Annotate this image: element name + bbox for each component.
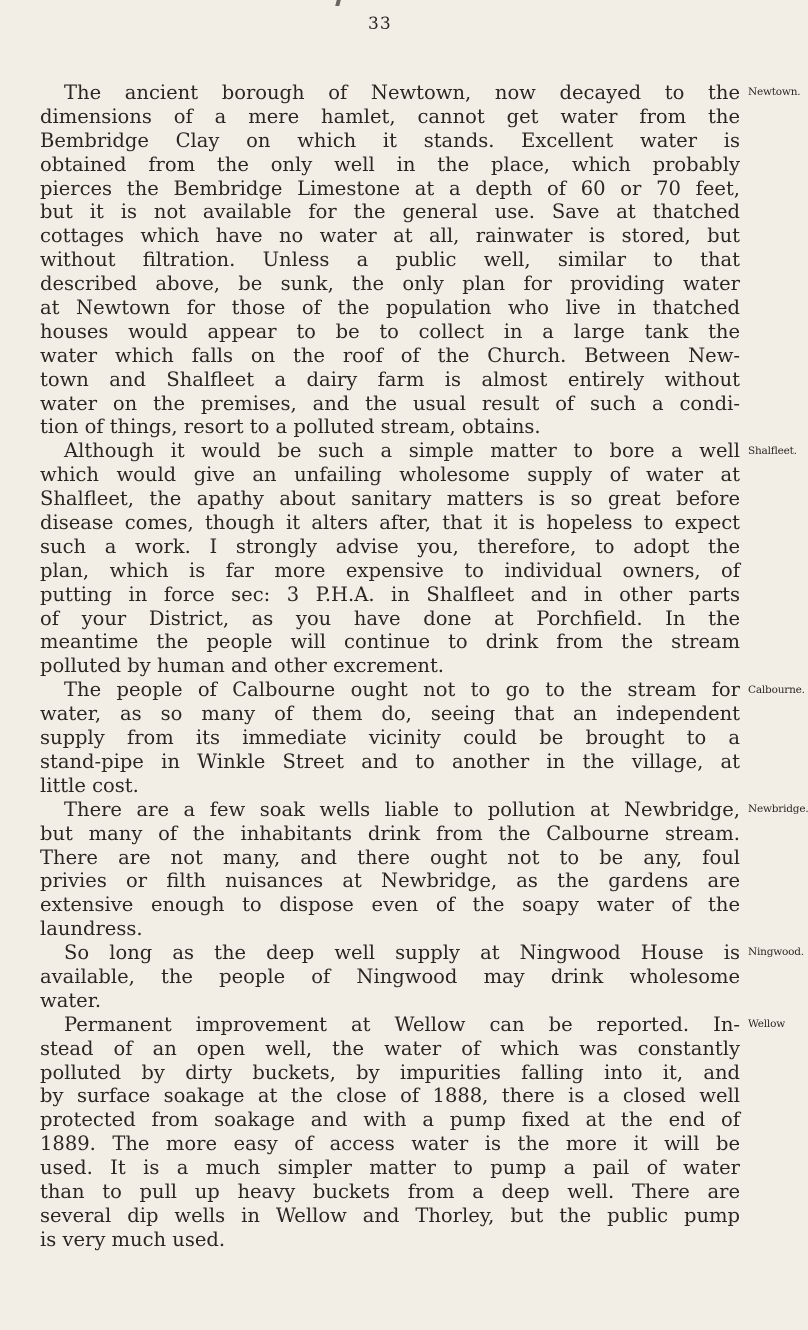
text-line: than to pull up heavy buckets from a deep well. There are — [40, 1179, 740, 1203]
margin-note-shalfleet: Shalfleet. — [748, 444, 797, 457]
text-line: The ancient borough of Newtown, now decayed to the — [64, 81, 740, 104]
text-line: stead of an open well, the water of which was constantly — [40, 1036, 740, 1060]
margin-note-ningwood: Ningwood. — [748, 946, 804, 959]
text-line: There are not many, and there ought not to be any, foul — [40, 845, 740, 869]
text-line: polluted by human and other excrement. — [40, 654, 445, 678]
margin-note-calbourne: Calbourne. — [748, 683, 805, 696]
text-line: supply from its immediate vicinity could be brought to a — [40, 726, 740, 750]
text-line: protected from soakage and with a pump fixed at the end of — [40, 1108, 740, 1132]
text-line: by surface soakage at the close of 1888, there is a closed well — [40, 1084, 740, 1108]
text-line: extensive enough to dispose even of the soapy water of the — [40, 893, 740, 917]
text-line: tion of things, resort to a polluted stream, obtains. — [40, 415, 541, 439]
text-line: described above, be sunk, the only plan for providing water — [40, 272, 740, 296]
text-line: dimensions of a mere hamlet, cannot get water from the — [40, 104, 740, 128]
page-number: 33 — [368, 14, 392, 34]
text-line: There are a few soak wells liable to pollution at Newbridge, — [64, 797, 740, 821]
print-speck — [335, 0, 341, 6]
text-line: privies or filth nuisances at Newbridge, as the gardens are — [40, 869, 740, 893]
margin-note-newbridge: Newbridge. — [748, 803, 808, 815]
text-line: Bembridge Clay on which it stands. Excellent water is — [40, 128, 740, 152]
text-line: putting in force sec: 3 P.H.A. in Shalfleet and in other parts — [40, 582, 740, 606]
text-line: water. — [40, 988, 102, 1012]
text-line: water, as so many of them do, seeing that an independent — [40, 702, 740, 726]
margin-note-newtown: Newtown. — [748, 86, 801, 98]
text-line: but many of the inhabitants drink from the Calbourne stream. — [40, 821, 740, 845]
text-line: pierces the Bembridge Limestone at a depth of 60 or 70 feet, — [40, 176, 740, 200]
text-line: which would give an unfailing wholesome supply of water at — [40, 463, 740, 487]
text-line: town and Shalfleet a dairy farm is almost entirely without — [40, 367, 740, 391]
text-line: available, the people of Ningwood may drink wholesome — [40, 964, 740, 988]
text-line: The people of Calbourne ought not to go to the stream for — [64, 678, 740, 702]
text-line: but it is not available for the general use. Save at thatched — [40, 200, 740, 224]
text-line: Permanent improvement at Wellow can be reported. In- — [64, 1012, 740, 1036]
text-line: laundress. — [40, 917, 143, 941]
text-line: meantime the people will continue to drink from the stream — [40, 630, 740, 654]
text-line: several dip wells in Wellow and Thorley, but the public pump — [40, 1203, 740, 1227]
text-line: water which falls on the roof of the Church. Between New- — [40, 343, 740, 367]
margin-note-wellow: Wellow — [748, 1018, 785, 1031]
text-line: cottages which have no water at all, rainwater is stored, but — [40, 224, 740, 248]
text-line: water on the premises, and the usual result of such a condi- — [40, 391, 740, 415]
text-line: obtained from the only well in the place, which probably — [40, 152, 740, 176]
text-line: stand-pipe in Winkle Street and to another in the village, at — [40, 749, 740, 773]
text-line: Although it would be such a simple matter to bore a well — [64, 439, 740, 463]
text-line: used. It is a much simpler matter to pump a pail of water — [40, 1156, 740, 1180]
text-line: at Newtown for those of the population who live in thatched — [40, 296, 740, 320]
text-line: without filtration. Unless a public well, similar to that — [40, 248, 740, 272]
text-line: little cost. — [40, 773, 139, 797]
text-line: polluted by dirty buckets, by impurities falling into it, and — [40, 1060, 740, 1084]
body-text — [40, 81, 740, 1252]
text-line: such a work. I strongly advise you, therefore, to adopt the — [40, 534, 740, 558]
text-line: disease comes, though it alters after, that it is hopeless to expect — [40, 511, 740, 535]
text-line: of your District, as you have done at Porchfield. In the — [40, 606, 740, 630]
text-line: is very much used. — [40, 1227, 226, 1251]
text-line: So long as the deep well supply at Ningwood House is — [64, 941, 740, 965]
text-line: 1889. The more easy of access water is the more it will be — [40, 1132, 740, 1156]
text-line: Shalfleet, the apathy about sanitary matters is so great before — [40, 487, 740, 511]
text-line: plan, which is far more expensive to individual owners, of — [40, 558, 740, 582]
text-line: houses would appear to be to collect in a large tank the — [40, 319, 740, 343]
